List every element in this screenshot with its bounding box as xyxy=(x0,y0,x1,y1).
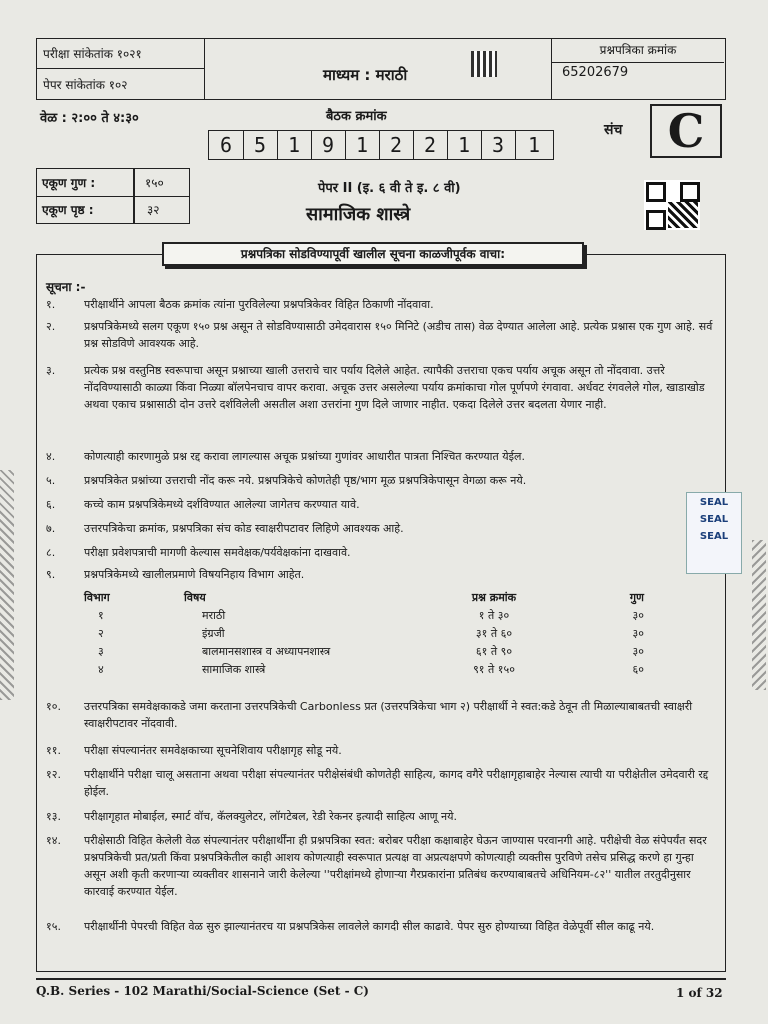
table-cell: ३ xyxy=(98,644,104,658)
paper-code-cell xyxy=(37,69,205,99)
set-value: C xyxy=(667,104,705,158)
instruction-text: परीक्षागृहात मोबाईल, स्मार्ट वॉच, कॅलक्युलेटर, लॉगटेबल, रेडी रेकनर इत्यादी साहित्य आणू नये. xyxy=(84,810,458,823)
exam-code: परीक्षा सांकेतांक १०२१ xyxy=(43,47,142,61)
seat-digit: 5 xyxy=(243,131,278,159)
footer-series: Q.B. Series - 102 Marathi/Social-Science (Set - C) xyxy=(36,984,369,998)
total-marks-label: एकूण गुण : xyxy=(42,176,96,190)
instruction-text: परीक्षार्थीनी पेपरची विहित वेळ सुरु झाल्यानंतरच या प्रश्नपत्रिकेस लावलेले कागदी सील काढावे. पेपर सुरु होण्याच्या विहित वेळेपूर्वी सील काढू नये. xyxy=(84,920,655,933)
table-cell: ९१ ते १५० xyxy=(473,662,515,676)
instructions-banner xyxy=(162,242,584,266)
seal-sticker xyxy=(686,492,742,574)
right-perforation xyxy=(752,540,766,690)
banner-text: प्रश्नपत्रिका सोडविण्यापूर्वी खालील सूचना काळजीपूर्वक वाचा: xyxy=(240,247,506,261)
instruction-text: परीक्षा संपल्यानंतर समवेक्षकाच्या सूचनेशिवाय परीक्षागृह सोडू नये. xyxy=(84,744,342,757)
instruction-text: उत्तरपत्रिका समवेक्षकाकडे जमा करताना उत्तरपत्रिकेची Carbonless प्रत (उत्तरपत्रिकेचा भाग २) परीक्षार्थी ने स्वत:कडे ठेवून ती मिळाल्याबाबतची स्वाक्षरी स्वाक्षरीपटावर नोंदवावी. xyxy=(84,700,693,730)
table-row xyxy=(84,660,644,678)
qp-number: 65202679 xyxy=(562,65,629,80)
table-cell: ६० xyxy=(632,662,644,676)
table-row xyxy=(84,606,644,624)
instruction-text: परीक्षेसाठी विहित केलेली वेळ संपल्यानंतर परीक्षार्थींना ही प्रश्नपत्रिका स्वत: बरोबर परीक्षा कक्षाबाहेर घेऊन जाण्यास परवानगी आहे. परीक्षेची वेळ संपेपर्यंत सदर प्रश्नपत्रिकेची प्रत/प्रती किंवा प्रश्नपत्रिकेतील काही आशय कोणत्याही स्वरूपात प्रत्यक्ष वा अप्रत्यक्षपणे कोणत्याही व्यक्तीस पुरविणे तसेच प्रसिद्ध करणे हा गुन्हा असून अशी कृती करणाऱ्या व्यक्तीवर शासनाने जारी केलेल्या ''परीक्षांमध्ये होणाऱ्या गैरप्रकारांना प्रतिबंध करण्याबाबतचे अधिनियम-८२'' यातील तरतुदीनुसार कारवाई करण्यात येईल. xyxy=(84,834,707,898)
qr-code xyxy=(644,180,700,230)
total-marks-row xyxy=(37,169,189,197)
set-box xyxy=(650,104,722,158)
qp-number-cell xyxy=(551,39,725,99)
table-cell: इंग्रजी xyxy=(202,626,225,640)
seat-digit: 2 xyxy=(413,131,448,159)
instruction-12 xyxy=(46,766,718,802)
table-cell: ६१ ते ९० xyxy=(475,644,513,658)
instruction-text: प्रत्येक प्रश्न वस्तुनिष्ठ स्वरूपाचा असून प्रश्नाच्या खाली उत्तराचे चार पर्याय दिलेले आहेत. त्यापैकी उत्तराचा एकच पर्याय अचूक असून तो नोंदवावा. उत्तरे नोंदविण्यासाठी काळ्या किंवा निळ्या बॉलपेनचाच वापर करावा. अचूक उत्तर असलेल्या पर्याय क्रमांकाचा गोल पूर्णपणे रंगवावा. अर्धवट रंगवलेले गोल, खाडाखोड अथवा एकाच प्रश्नासाठी दोन उत्तरे दर्शविलेली असतील अशा उत्तरांना गुण दिले जाणार नाहीत. एकदा दिलेले उत्तर बदलता येणार नाही. xyxy=(84,364,705,411)
instruction-11 xyxy=(46,742,718,760)
seat-digit: 6 xyxy=(209,131,244,159)
table-cell: मराठी xyxy=(202,608,226,622)
instruction-4 xyxy=(46,448,718,466)
instruction-number: ३. xyxy=(46,364,56,377)
subject-table xyxy=(84,588,644,678)
instruction-number: १३. xyxy=(46,810,61,823)
instruction-10 xyxy=(46,698,718,734)
instruction-number: ९. xyxy=(46,568,56,581)
instruction-2 xyxy=(46,318,718,354)
instruction-number: ६. xyxy=(46,498,56,511)
seat-digit: 1 xyxy=(345,131,380,159)
seat-number-label: बैठक क्रमांक xyxy=(326,109,387,124)
instructions-title: सूचना :- xyxy=(46,280,86,294)
instruction-number: ५. xyxy=(46,474,56,487)
instruction-number: १४. xyxy=(46,834,61,847)
instruction-number: १२. xyxy=(46,768,61,781)
set-label: संच xyxy=(604,122,623,138)
table-header: विभाग xyxy=(84,590,110,604)
header-box xyxy=(36,38,726,100)
instruction-7 xyxy=(46,520,686,538)
table-header: प्रश्न क्रमांक xyxy=(471,590,517,604)
time-label: वेळ : २:०० ते ४:३० xyxy=(40,111,139,126)
qp-number-label: प्रश्नपत्रिका क्रमांक xyxy=(552,39,724,63)
instruction-number: १५. xyxy=(46,920,61,933)
table-cell: सामाजिक शास्त्रे xyxy=(202,662,266,676)
seal-label: SEAL xyxy=(699,514,729,525)
paper-label: पेपर II (इ. ६ वी ते इ. ८ वी) xyxy=(318,181,461,196)
instruction-number: २. xyxy=(46,320,56,333)
instruction-1 xyxy=(46,296,718,314)
instruction-3 xyxy=(46,362,718,434)
instruction-text: प्रश्नपत्रिकेमध्ये सलग एकूण १५० प्रश्न असून ते सोडविण्यासाठी उमेदवारास १५० मिनिटे (अडीच तास) वेळ देण्यात आलेला आहे. प्रत्येक प्रश्नास एक गुण आहे. सर्व प्रश्न सोडविणे आवश्यक आहे. xyxy=(84,320,713,350)
table-header-row xyxy=(84,588,644,606)
seal-label: SEAL xyxy=(699,497,729,508)
instruction-text: परीक्षार्थीने आपला बैठक क्रमांक त्यांना पुरविलेल्या प्रश्नपत्रिकेवर विहित ठिकाणी नोंदवावा. xyxy=(84,298,434,311)
instruction-number: १. xyxy=(46,298,56,311)
exam-code-cell xyxy=(37,39,205,69)
marks-divider xyxy=(133,169,135,196)
instruction-6 xyxy=(46,496,686,514)
instruction-14 xyxy=(46,832,718,904)
table-header: गुण xyxy=(629,590,644,604)
table-header: विषय xyxy=(184,590,206,604)
instruction-number: ८. xyxy=(46,546,56,559)
instruction-text: परीक्षा प्रवेशपत्राची मागणी केल्यास समवेक्षक/पर्यवेक्षकांना दाखवावे. xyxy=(84,546,351,559)
instruction-number: ४. xyxy=(46,450,56,463)
instruction-number: ११. xyxy=(46,744,61,757)
instruction-text: प्रश्नपत्रिकेमध्ये खालीलप्रमाणे विषयनिहाय विभाग आहेत. xyxy=(84,568,305,581)
small-qr-code xyxy=(471,51,497,77)
total-marks-value: १५० xyxy=(145,176,164,190)
subject-title: सामाजिक शास्त्रे xyxy=(306,204,411,225)
total-pages-row xyxy=(37,196,189,223)
table-cell: १ xyxy=(98,608,104,622)
marks-pages-box xyxy=(36,168,190,224)
total-pages-label: एकूण पृष्ठ : xyxy=(42,203,94,217)
seat-digit: 3 xyxy=(481,131,516,159)
medium-label: माध्यम : मराठी xyxy=(323,66,408,84)
instruction-15 xyxy=(46,918,718,954)
footer-rule xyxy=(36,978,726,980)
seat-digit: 2 xyxy=(379,131,414,159)
instruction-text: प्रश्नपत्रिकेत प्रश्नांच्या उत्तराची नोंद करू नये. प्रश्नपत्रिकेचे कोणतेही पृष्ठ/भाग मूळ प्रश्नपत्रिकेपासून वेगळा करू नये. xyxy=(84,474,527,487)
table-cell: ३० xyxy=(632,644,644,658)
table-row xyxy=(84,624,644,642)
table-cell: ३१ ते ६० xyxy=(475,626,513,640)
seat-digit: 1 xyxy=(527,133,541,157)
instruction-13 xyxy=(46,808,718,826)
table-cell: १ ते ३० xyxy=(478,608,510,622)
table-cell: ३० xyxy=(632,626,644,640)
seat-digit: 1 xyxy=(277,131,312,159)
left-perforation xyxy=(0,470,14,700)
table-cell: ४ xyxy=(98,662,104,676)
table-row xyxy=(84,642,644,660)
footer-page: 1 of 32 xyxy=(676,986,723,1000)
instruction-9 xyxy=(46,566,686,584)
seat-number-boxes xyxy=(208,130,554,160)
instruction-number: १०. xyxy=(46,700,61,713)
seat-digit: 9 xyxy=(311,131,346,159)
instruction-text: कच्चे काम प्रश्नपत्रिकेमध्ये दर्शविण्यात आलेल्या जागेतच करण्यात यावे. xyxy=(84,498,360,511)
table-cell: ३० xyxy=(632,608,644,622)
instruction-number: ७. xyxy=(46,522,56,535)
instruction-text: कोणत्याही कारणामुळे प्रश्न रद्द करावा लागल्यास अचूक प्रश्नांच्या गुणांवर आधारीत पात्रता निश्चित करण्यात येईल. xyxy=(84,450,525,463)
paper-code: पेपर सांकेतांक १०२ xyxy=(43,78,128,92)
instruction-8 xyxy=(46,544,686,562)
table-cell: २ xyxy=(98,626,104,640)
instruction-text: परीक्षार्थीने परीक्षा चालू असताना अथवा परीक्षा संपल्यानंतर परीक्षेसंबंधी कोणतेही साहित्य, कागद वगैरे परीक्षागृहाबाहेर नेल्यास त्याची या परीक्षेतील उमेदवारी रद्द होईल. xyxy=(84,768,709,798)
total-pages-value: ३२ xyxy=(147,203,160,217)
seal-label: SEAL xyxy=(699,531,729,542)
seat-digit: 1 xyxy=(447,131,482,159)
instruction-5 xyxy=(46,472,718,490)
instruction-text: उत्तरपत्रिकेचा क्रमांक, प्रश्नपत्रिका संच कोड स्वाक्षरीपटावर लिहिणे आवश्यक आहे. xyxy=(84,522,404,535)
pages-divider xyxy=(133,196,135,223)
table-cell: बालमानसशास्त्र व अध्यापनशास्त्र xyxy=(202,644,331,658)
